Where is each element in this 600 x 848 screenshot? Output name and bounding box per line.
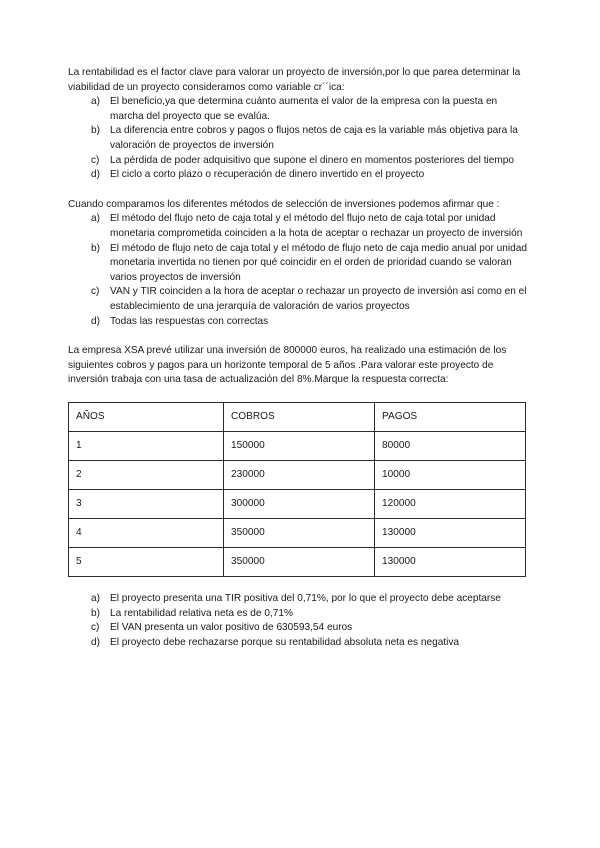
question-block-1: [68, 66, 532, 183]
column-header-anos: AÑOS: [69, 403, 224, 432]
option-text: La pérdida de poder adquisitivo que supone el dinero en momentos posteriores del tiempo: [110, 154, 515, 166]
option-marker: c): [91, 154, 100, 166]
option-text: El método de flujo neto de caja total y el método de flujo neto de caja medio anual por unidad monetaria invertida no tienen por qué coincidir en el orden de prioridad cuando se valoran varios proyectos de inversión: [110, 242, 527, 283]
option-item[interactable]: [68, 95, 532, 124]
cell-pagos: 130000: [375, 519, 526, 548]
option-item[interactable]: [68, 168, 532, 183]
table-row: [69, 461, 526, 490]
option-text: El proyecto debe rechazarse porque su rentabilidad absoluta neta es negativa: [110, 636, 460, 648]
option-marker: d): [91, 315, 100, 327]
option-text: El VAN presenta un valor positivo de 630593,54 euros: [110, 622, 353, 634]
option-item[interactable]: [68, 212, 532, 241]
question-3-options: [68, 592, 532, 650]
question-3-stem: [68, 344, 532, 388]
cell-pagos: 130000: [375, 548, 526, 577]
question-2-stem: [68, 198, 532, 213]
question-1-stem: [68, 66, 532, 95]
table-row: [69, 548, 526, 577]
document-body: [68, 66, 532, 650]
cell-cobros: 350000: [224, 519, 375, 548]
option-marker: c): [91, 286, 100, 298]
option-item[interactable]: [68, 315, 532, 330]
cell-cobros: 350000: [224, 548, 375, 577]
option-marker: a): [91, 96, 100, 108]
cell-cobros: 300000: [224, 490, 375, 519]
table-row: [69, 432, 526, 461]
option-text: VAN y TIR coinciden a la hora de aceptar o rechazar un proyecto de inversión así como en el establecimiento de una jerarquía de valoración de varios proyectos: [110, 286, 527, 312]
cell-pagos: 10000: [375, 461, 526, 490]
question-2-stem-line-2: que :: [477, 198, 500, 210]
question-block-2: [68, 198, 532, 329]
option-marker: b): [91, 607, 100, 619]
question-2-options: [68, 212, 532, 329]
cell-cobros: 150000: [224, 432, 375, 461]
cell-year: 4: [69, 519, 224, 548]
option-item[interactable]: [68, 636, 532, 651]
table-row: [69, 490, 526, 519]
cell-year: 5: [69, 548, 224, 577]
cell-year: 1: [69, 432, 224, 461]
column-header-cobros: COBROS: [224, 403, 375, 432]
table-header-row: [69, 403, 526, 432]
question-1-options: [68, 95, 532, 183]
spacer: [68, 388, 532, 403]
option-marker: d): [91, 636, 100, 648]
option-marker: a): [91, 593, 100, 605]
option-marker: c): [91, 622, 100, 634]
option-text: El beneficio,ya que determina cuánto aumenta el valor de la empresa con la puesta en marcha del proyecto que se evalúa.: [110, 96, 498, 122]
option-text: El método del flujo neto de caja total y el método del flujo neto de caja total por unidad monetaria comprometida coinciden a la hota de aceptar o rechazar un proyecto de inversión: [110, 213, 523, 239]
option-item[interactable]: [68, 285, 532, 314]
table-row: [69, 519, 526, 548]
question-1-stem-line-1: La rentabilidad es el factor clave para valorar un proyecto de inversión,por lo que parea: [68, 67, 459, 78]
cell-pagos: 120000: [375, 490, 526, 519]
option-text: Todas las respuestas con correctas: [110, 315, 269, 327]
question-block-3: [68, 344, 532, 650]
spacer: [68, 183, 532, 198]
cash-flow-table: [68, 402, 526, 577]
question-3-stem-line-3: proyecto de inversión trabaja con una tasa de actualización del 8%.Marque la respuesta: [68, 359, 494, 386]
question-2-stem-line-1: Cuando comparamos los diferentes métodos de selección de inversiones podemos afirmar: [68, 198, 475, 210]
option-item[interactable]: [68, 124, 532, 153]
option-item[interactable]: [68, 592, 532, 607]
option-item[interactable]: [68, 621, 532, 636]
question-3-stem-line-2: de los siguientes cobros y pagos para un horizonte temporal de 5 años .Para valorar este: [68, 345, 507, 371]
option-item[interactable]: [68, 242, 532, 286]
option-item[interactable]: [68, 607, 532, 622]
option-marker: b): [91, 125, 100, 137]
cell-year: 3: [69, 490, 224, 519]
spacer: [68, 577, 532, 592]
option-marker: b): [91, 242, 100, 254]
option-item[interactable]: [68, 154, 532, 169]
option-marker: d): [91, 169, 100, 181]
question-1-stem-line-2: determinar la viabilidad de un proyecto consideramos como variable cr´´ica:: [68, 67, 521, 93]
option-text: El ciclo a corto plazo o recuperación de dinero invertido en el proyecto: [110, 169, 425, 181]
question-3-stem-line-4: correcta:: [409, 374, 449, 386]
option-text: El proyecto presenta una TIR positiva del 0,71%, por lo que el proyecto debe aceptarse: [110, 593, 501, 605]
option-marker: a): [91, 213, 100, 225]
option-text: La rentabilidad relativa neta es de 0,71%: [110, 607, 293, 619]
cell-cobros: 230000: [224, 461, 375, 490]
option-text: La diferencia entre cobros y pagos o flujos netos de caja es la variable más objetiva para la valoración de proyectos de inversión: [110, 125, 518, 151]
cell-year: 2: [69, 461, 224, 490]
column-header-pagos: PAGOS: [375, 403, 526, 432]
spacer: [68, 329, 532, 344]
cell-pagos: 80000: [375, 432, 526, 461]
question-3-stem-line-1: La empresa XSA prevé utilizar una inversión de 800000 euros, ha realizado una estimación: [68, 345, 477, 357]
